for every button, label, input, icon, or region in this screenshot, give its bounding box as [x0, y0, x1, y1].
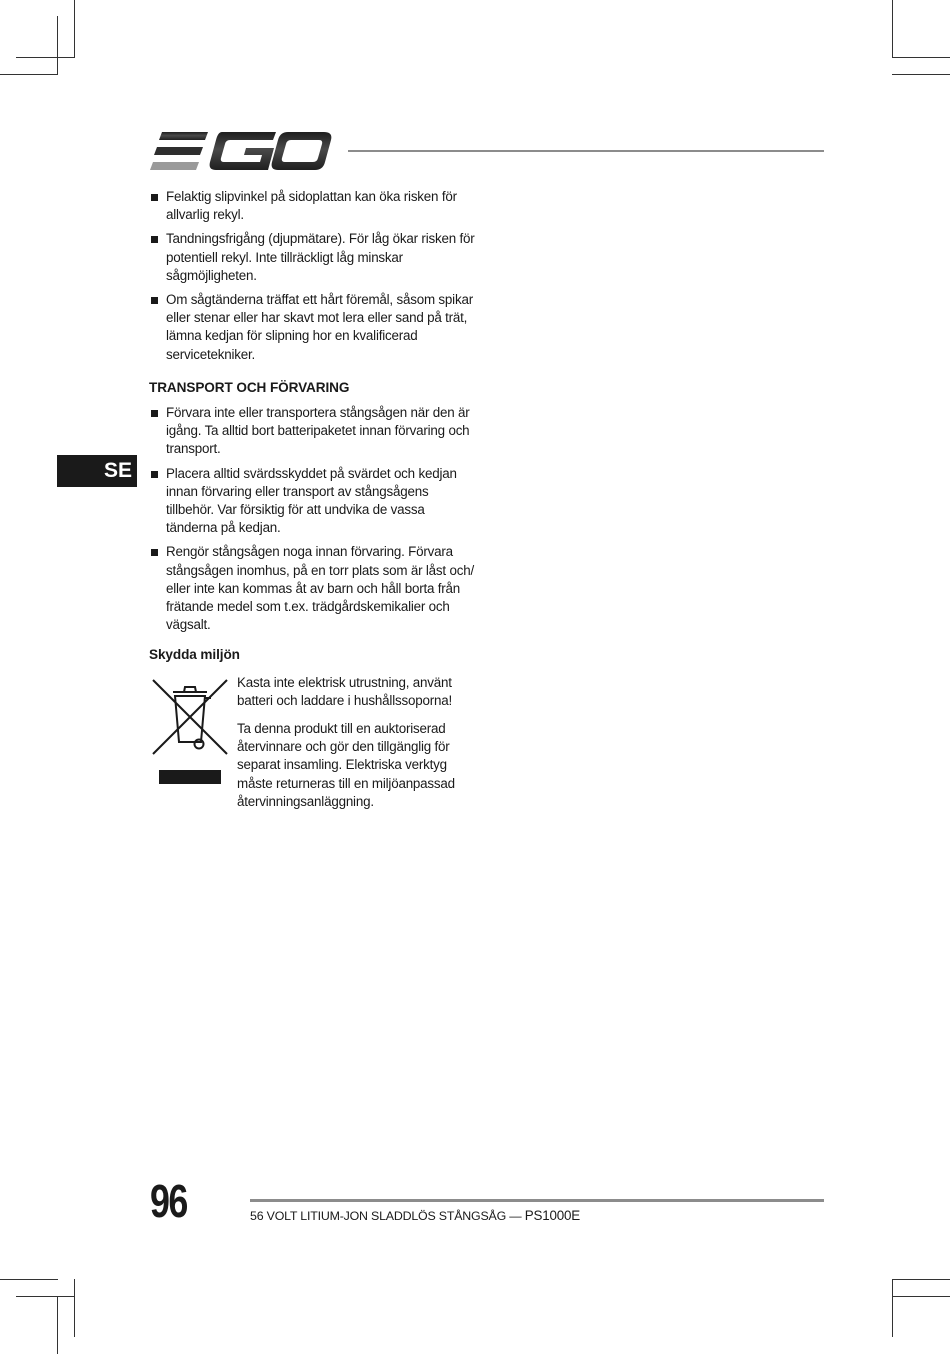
- product-line-text: 56 VOLT LITIUM-JON SLADDLÖS STÅNGSÅG —: [250, 1209, 522, 1223]
- crop-mark: [892, 0, 893, 58]
- section-heading-environment: Skydda miljön: [149, 647, 240, 663]
- list-item: Förvara inte eller transportera stångsågen när den är igång. Ta alltid bort batteripaketet innan förvaring och transport.: [149, 404, 479, 459]
- content-column: [149, 188, 479, 821]
- crop-mark: [0, 74, 58, 75]
- list-item: Placera alltid svärdsskyddet på svärdet och kedjan innan förvaring eller transport av stångsågens tillbehör. Var försiktig för att undvika de vassa tänderna på kedjan.: [149, 465, 479, 538]
- crop-mark: [57, 16, 58, 74]
- crop-mark: [892, 57, 950, 58]
- crop-mark: [57, 1296, 58, 1354]
- list-item: Rengör stångsågen noga innan förvaring. Förvara stångsågen inomhus, på en torr plats som är låst och/ eller inte kan kommas åt av barn och håll borta från frätande medel som t.ex. trädgårdskemikalier och vägsalt.: [149, 543, 479, 634]
- bullet-square-icon: [151, 194, 158, 201]
- environment-paragraph: Kasta inte elektrisk utrustning, använt batteri och laddare i hushållssoporna!: [237, 674, 452, 708]
- bullet-square-icon: [151, 471, 158, 478]
- bullet-list-transport: [149, 404, 479, 634]
- list-item: Tandningsfrigång (djupmätare). För låg ökar risken för potentiell rekyl. Inte tillräckligt låg minskar sågmöjligheten.: [149, 230, 479, 285]
- crop-mark: [0, 1279, 58, 1280]
- crop-mark: [16, 1296, 74, 1297]
- ego-logo: [150, 128, 332, 174]
- footer-product-line: [250, 1208, 580, 1223]
- weee-symbol: [149, 674, 237, 791]
- bullet-square-icon: [151, 410, 158, 417]
- bullet-list-top: [149, 188, 479, 364]
- language-tab: SE: [57, 455, 137, 487]
- crop-mark: [16, 57, 74, 58]
- crop-mark: [892, 1296, 950, 1297]
- crossed-out-wheelie-bin-icon: [149, 674, 231, 786]
- list-item: Felaktig slipvinkel på sidoplattan kan öka risken för allvarlig rekyl.: [149, 188, 479, 224]
- model-number: PS1000E: [524, 1208, 580, 1223]
- bullet-square-icon: [151, 297, 158, 304]
- crop-mark: [892, 74, 950, 75]
- header-rule: [348, 150, 824, 152]
- environment-paragraph: Ta denna produkt till en auktoriserad återvinnare och gör den tillgänglig för separat insamling. Elektriska verktyg måste returneras till en miljöanpassad återvinningsanläggning.: [237, 721, 455, 809]
- environment-text: [237, 674, 479, 821]
- section-heading-transport: TRANSPORT OCH FÖRVARING: [149, 379, 350, 395]
- bullet-square-icon: [151, 549, 158, 556]
- crop-mark: [74, 1279, 75, 1337]
- crop-mark: [892, 1279, 893, 1337]
- crop-mark: [892, 1279, 950, 1280]
- crop-mark: [74, 0, 75, 58]
- environment-block: [149, 674, 479, 821]
- page-number: 96: [150, 1175, 187, 1227]
- footer-rule: [250, 1199, 824, 1202]
- list-item: Om sågtänderna träffat ett hårt föremål, såsom spikar eller stenar eller har skavt mot lera eller sand på trät, lämna kedjan för slipning hor en kvalificerad servicetekniker.: [149, 291, 479, 364]
- bullet-square-icon: [151, 236, 158, 243]
